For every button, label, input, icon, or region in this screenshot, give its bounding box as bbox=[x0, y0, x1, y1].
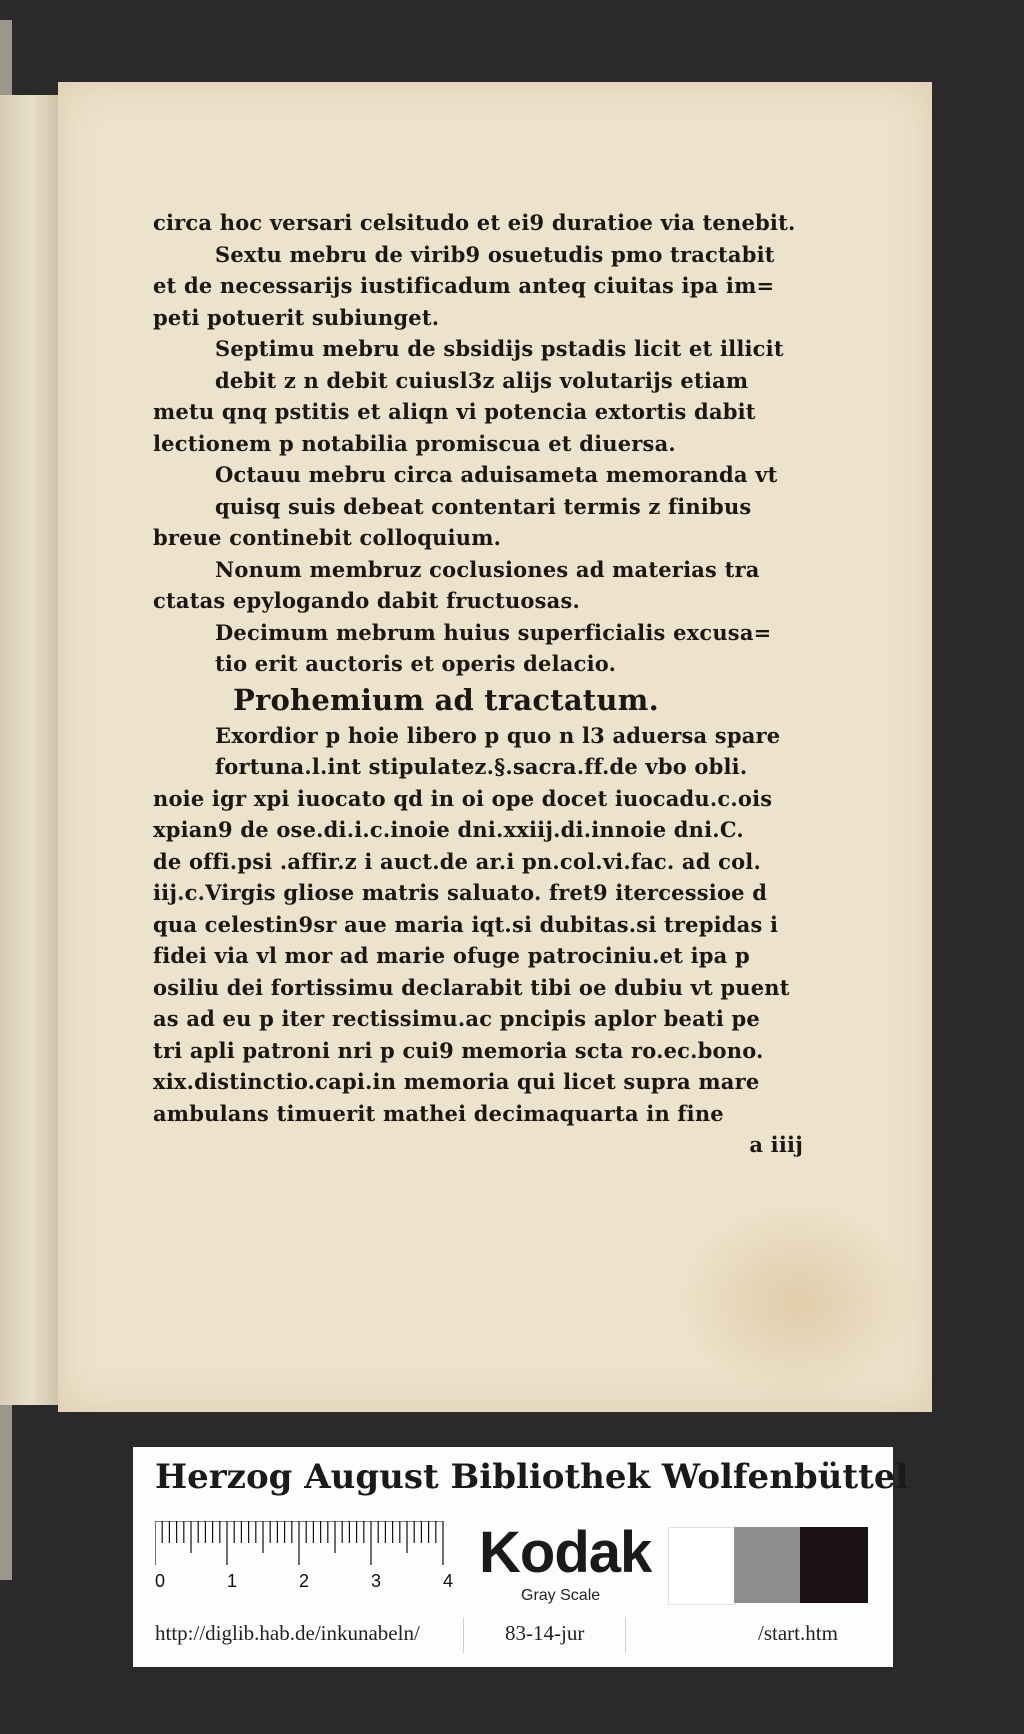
text-line: de offi.psi .affir.z i auct.de ar.i pn.col.vi.fac. ad col. bbox=[153, 848, 761, 874]
section-heading: Prohemium ad tractatum. bbox=[233, 682, 659, 717]
black-patch bbox=[800, 1527, 868, 1603]
text-line: Octauu mebru circa aduisameta memoranda vt bbox=[215, 462, 778, 487]
gray-patch bbox=[734, 1527, 800, 1603]
text-line: xpian9 de ose.di.i.c.inoie dni.xxiij.di.innoie dni.C. bbox=[153, 817, 744, 842]
shelfmark: 83-14-jur bbox=[505, 1621, 585, 1645]
text-line: as ad eu p iter rectissimu.ac pncipis aplor beati pe bbox=[153, 1006, 760, 1031]
manuscript-page bbox=[58, 82, 932, 1412]
text-line: circa hoc versari celsitudo et ei9 duratioe via tenebit. bbox=[153, 210, 796, 235]
text-line: metu qnq pstitis et aliqn vi potencia extortis dabit bbox=[153, 399, 756, 424]
text-line: Decimum mebrum huius superficialis excusa= bbox=[215, 619, 772, 645]
text-line: ctatas epylogando dabit fructuosas. bbox=[153, 588, 580, 613]
text-line: quisq suis debeat contentari termis z finibus bbox=[215, 493, 752, 519]
ruler-numbers bbox=[155, 1571, 465, 1591]
text-line: osiliu dei fortissimu declarabit tibi oe dubiu vt puent bbox=[153, 974, 790, 1000]
text-line: Septimu mebru de sbsidijs pstadis licit et illicit bbox=[215, 336, 784, 361]
text-line: Sextu mebru de virib9 osuetudis pmo tractabit bbox=[215, 241, 775, 267]
text-line: et de necessarijs iustificadum anteq ciuitas ipa im= bbox=[153, 273, 775, 298]
url-right: /start.htm bbox=[758, 1621, 838, 1645]
url-row bbox=[155, 1617, 875, 1653]
text-line: tri apli patroni nri p cui9 memoria scta ro.ec.bono. bbox=[153, 1037, 764, 1063]
text-line: Nonum membruz coclusiones ad materias tra bbox=[215, 556, 760, 582]
page-text bbox=[153, 207, 813, 1161]
ruler bbox=[155, 1521, 465, 1569]
text-line: tio erit auctoris et operis delacio. bbox=[215, 651, 617, 676]
url-left: http://diglib.hab.de/inkunabeln/ bbox=[155, 1621, 420, 1645]
text-line: ambulans timuerit mathei decimaquarta in fine bbox=[153, 1100, 724, 1126]
url-separator bbox=[625, 1617, 626, 1653]
facing-page-edge bbox=[0, 95, 58, 1405]
text-line: iij.c.Virgis gliose matris saluato. fret9 itercessioe d bbox=[153, 880, 768, 905]
gray-scale-label: Gray Scale bbox=[521, 1587, 601, 1604]
text-line: fidei via vl mor ad marie ofuge patrociniu.et ipa p bbox=[153, 943, 750, 968]
page-stain bbox=[678, 1202, 918, 1402]
ruler-number: 0 bbox=[155, 1571, 166, 1591]
ruler-number: 2 bbox=[299, 1571, 310, 1591]
ruler-number: 4 bbox=[443, 1571, 454, 1591]
text-line: fortuna.l.int stipulatez.§.sacra.ff.de vbo obli. bbox=[215, 754, 748, 779]
text-line: qua celestin9sr aue maria iqt.si dubitas.si trepidas i bbox=[153, 911, 779, 937]
text-line: debit z n debit cuiusl3z alijs volutarijs etiam bbox=[215, 367, 749, 393]
color-reference-card bbox=[133, 1447, 909, 1667]
text-line: peti potuerit subiunget. bbox=[153, 304, 440, 330]
text-line: breue continebit colloquium. bbox=[153, 525, 502, 550]
ruler-number: 1 bbox=[227, 1571, 238, 1591]
white-patch bbox=[668, 1527, 736, 1605]
ruler-number: 3 bbox=[371, 1571, 382, 1591]
text-line: lectionem p notabilia promiscua et diuersa. bbox=[153, 430, 676, 456]
signature-mark: a iiij bbox=[749, 1132, 803, 1157]
institution-title: Herzog August Bibliothek Wolfenbüttel bbox=[155, 1457, 909, 1497]
text-line: Exordior p hoie libero p quo n l3 aduersa spare bbox=[215, 722, 781, 748]
url-separator bbox=[463, 1617, 464, 1653]
text-line: xix.distinctio.capi.in memoria qui licet supra mare bbox=[153, 1069, 760, 1094]
kodak-logo: Kodak bbox=[479, 1520, 652, 1585]
text-line: noie igr xpi iuocato qd in oi ope docet iuocadu.c.ois bbox=[153, 785, 773, 811]
